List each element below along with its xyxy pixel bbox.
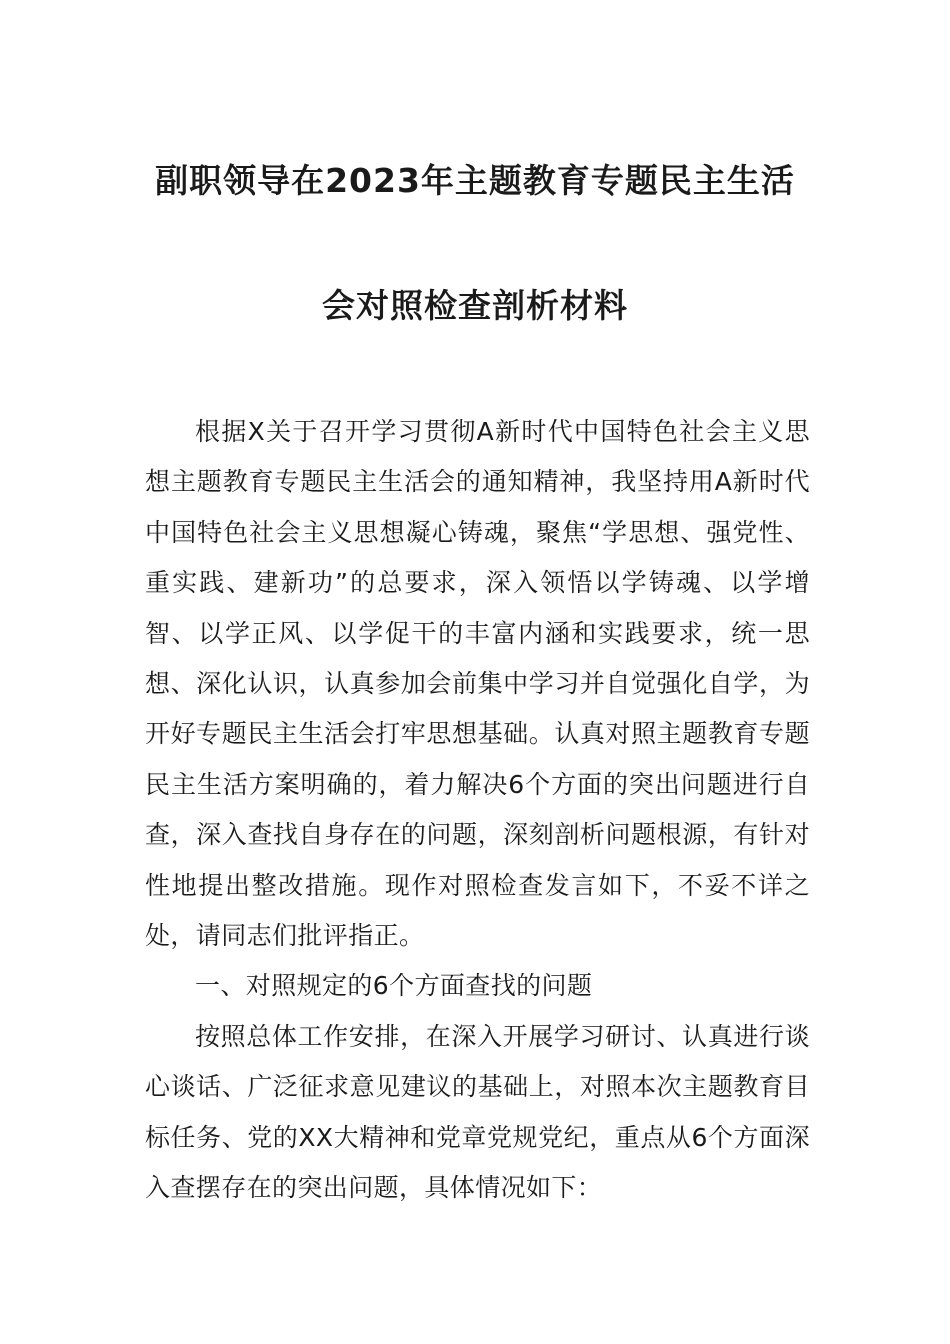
- document-body: [145, 407, 810, 1214]
- paragraph-intro: 根据X关于召开学习贯彻A新时代中国特色社会主义思想主题教育专题民主生活会的通知精神，我坚持用A新时代中国特色社会主义思想凝心铸魂，聚焦“学思想、强党性、重实践、建新功”的总要求，深入领悟以学铸魂、以学增智、以学正风、以学促干的丰富内涵和实践要求，统一思想、深化认识，认真参加会前集中学习并自觉强化自学，为开好专题民主生活会打牢思想基础。认真对照主题教育专题民主生活方案明确的，着力解决6个方面的突出问题进行自查，深入查找自身存在的问题，深刻剖析问题根源，有针对性地提出整改措施。现作对照检查发言如下，不妥不详之处，请同志们批评指正。: [145, 417, 810, 951]
- document-title-line-2: 会对照检查剖析材料: [322, 286, 628, 325]
- paragraph-section-1: 按照总体工作安排，在深入开展学习研讨、认真进行谈心谈话、广泛征求意见建议的基础上，对照本次主题教育目标任务、党的XX大精神和党章党规党纪，重点从6个方面深入查摆存在的突出问题，具体情况如下：: [145, 1021, 810, 1203]
- document-title-line-1: 副职领导在2023年主题教育专题民主生活: [155, 161, 795, 200]
- section-heading-1: 一、对照规定的6个方面查找的问题: [195, 971, 593, 1001]
